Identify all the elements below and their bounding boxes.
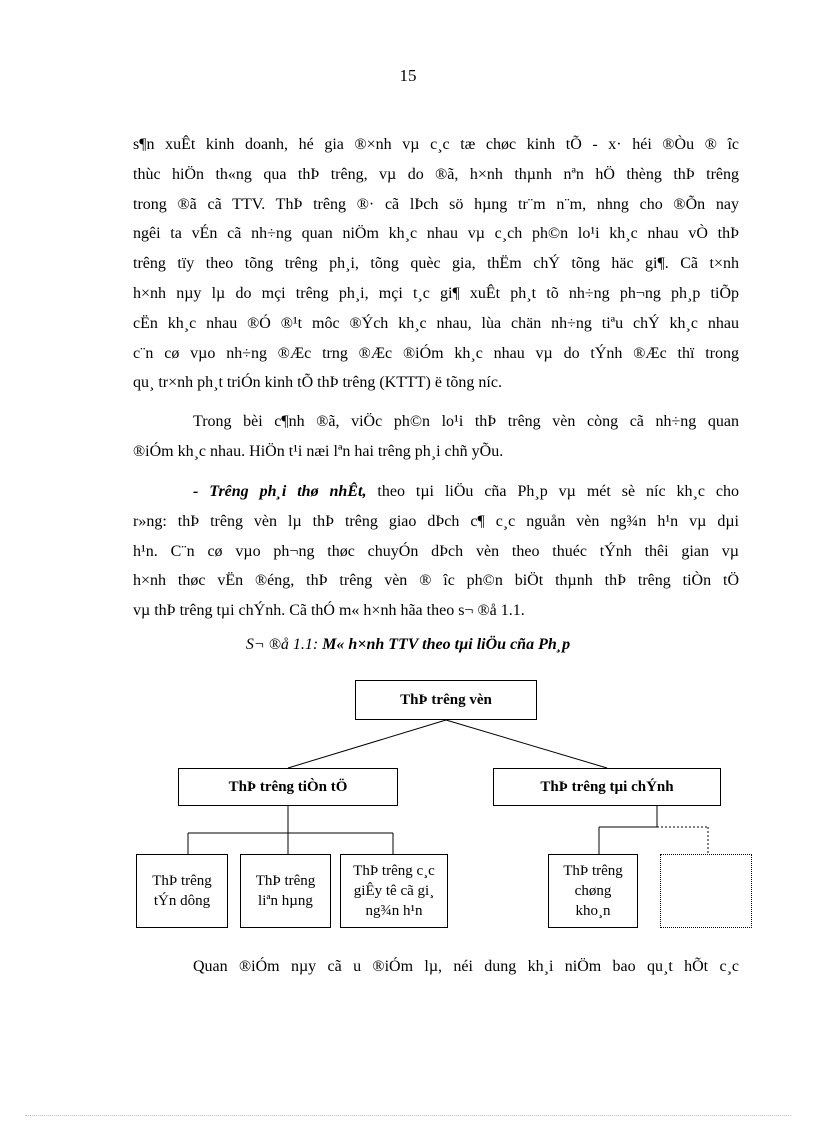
text-line: ®iÓm kh¸c nhau. HiÖn t¹i næi lªn hai trêng ph¸i chñ yÕu. bbox=[133, 442, 504, 460]
text-line: c¨n cø vµo nh÷ng ®Æc trng ®Æc ®iÓm kh¸c nhau vµ do tÝnh ®Æc thï trong bbox=[133, 344, 739, 362]
node-line: giÊy tê cã gi¸ bbox=[353, 883, 435, 899]
node-capital-market bbox=[355, 680, 537, 720]
node-line: ThÞ trêng bbox=[563, 863, 623, 879]
text-line: Trong bèi c¶nh ®ã, viÖc ph©n lo¹i thÞ trêng vèn còng cã nh÷ng quan bbox=[193, 413, 739, 430]
caption-prefix: S¬ ®å 1.1 bbox=[245, 636, 313, 653]
node-line: kho¸n bbox=[575, 903, 611, 919]
node-line: liªn hµng bbox=[258, 893, 313, 909]
text-line: cËn kh¸c nhau ®Ó ®¹t môc ®Ých kh¸c nhau, lùa chän nh÷ng tiªu chÝ kh¸c nhau bbox=[133, 314, 739, 332]
text-line: h×nh nµy lµ do mçi trêng ph¸i, mçi t¸c gi¶ xuÊt ph¸t tõ nh÷ng ph¬ng ph¸p tiÕp bbox=[133, 284, 739, 302]
text-line: trong ®ã cã TTV. ThÞ trêng ®· cã lÞch sö hµng tr¨m n¨m, nhng cho ®Õn nay bbox=[133, 195, 739, 213]
text-line: vµ thÞ trêng tµi chÝnh. Cã thÓ m« h×nh hãa theo s¬ ®å 1.1. bbox=[133, 602, 525, 620]
node-short-term-securities-market bbox=[340, 854, 448, 928]
node-empty-placeholder bbox=[660, 854, 752, 928]
page-number: 15 bbox=[399, 66, 417, 85]
text-line: h×nh thøc vËn ®éng, thÞ trêng vèn ® îc ph©n biÖt thµnh thÞ trêng tiÒn tÖ bbox=[133, 572, 739, 590]
node-label: ThÞ trêng vèn bbox=[400, 692, 492, 708]
caption-title: M« h×nh TTV theo tµi liÖu cña Ph¸p bbox=[322, 636, 571, 653]
node-label: ThÞ trêng tµi chÝnh bbox=[540, 779, 674, 795]
node-interbank-market bbox=[240, 854, 331, 928]
text-line: h¹n. C¨n cø vµo ph¬ng thøc chuyÓn dÞch vèn theo thuéc tÝnh thêi gian vµ bbox=[133, 542, 739, 560]
node-money-market bbox=[178, 768, 398, 806]
page-bottom-rule bbox=[25, 1115, 791, 1116]
node-line: ThÞ trêng c¸c bbox=[353, 863, 435, 879]
node-label: ThÞ trêng tiÒn tÖ bbox=[228, 779, 348, 795]
text-line: ngêi ta vÉn cã nh÷ng quan niÖm kh¸c nhau vµ c¸ch ph©n lo¹i kh¸c nhau vÒ thÞ bbox=[133, 225, 739, 243]
node-line: tÝn dông bbox=[153, 893, 211, 909]
node-securities-market bbox=[548, 854, 638, 928]
caption-separator: : bbox=[312, 636, 323, 653]
text-line: r»ng: thÞ trêng vèn lµ thÞ trêng giao dÞch c¶ c¸c nguån vèn ng¾n h¹n vµ dµi bbox=[133, 512, 739, 530]
node-financial-market bbox=[493, 768, 721, 806]
paragraph-4: Quan ®iÓm nµy cã u ®iÓm lµ, néi dung kh¸i niÖm bao qu¸t hÕt c¸c bbox=[193, 958, 739, 975]
node-line: ng¾n h¹n bbox=[365, 903, 423, 919]
text-span: theo tµi liÖu cña Ph¸p vµ mét sè níc kh¸c cho bbox=[366, 483, 739, 500]
school-heading: - Trêng ph¸i thø nhÊt, bbox=[193, 483, 367, 500]
text-line: thùc hiÖn th«ng qua thÞ trêng, vµ do ®ã, h×nh thµnh nªn hÖ thèng thÞ trêng bbox=[133, 165, 739, 183]
text-line: s¶n xuÊt kinh doanh, hé gia ®×nh vµ c¸c tæ chøc kinh tÕ - x· héi ®Òu ® îc bbox=[133, 136, 739, 153]
node-credit-market bbox=[136, 854, 228, 928]
node-line: chøng bbox=[574, 883, 612, 899]
node-line: ThÞ trêng bbox=[152, 873, 212, 889]
text-line: qu¸ tr×nh ph¸t triÓn kinh tÕ thÞ trêng (KTTT) ë tõng níc. bbox=[133, 374, 502, 392]
text-line: trêng tïy theo tõng trêng ph¸i, tõng quèc gia, thËm chÝ tõng häc gi¶. Cã t×nh bbox=[133, 255, 739, 273]
node-line: ThÞ trêng bbox=[255, 873, 316, 889]
